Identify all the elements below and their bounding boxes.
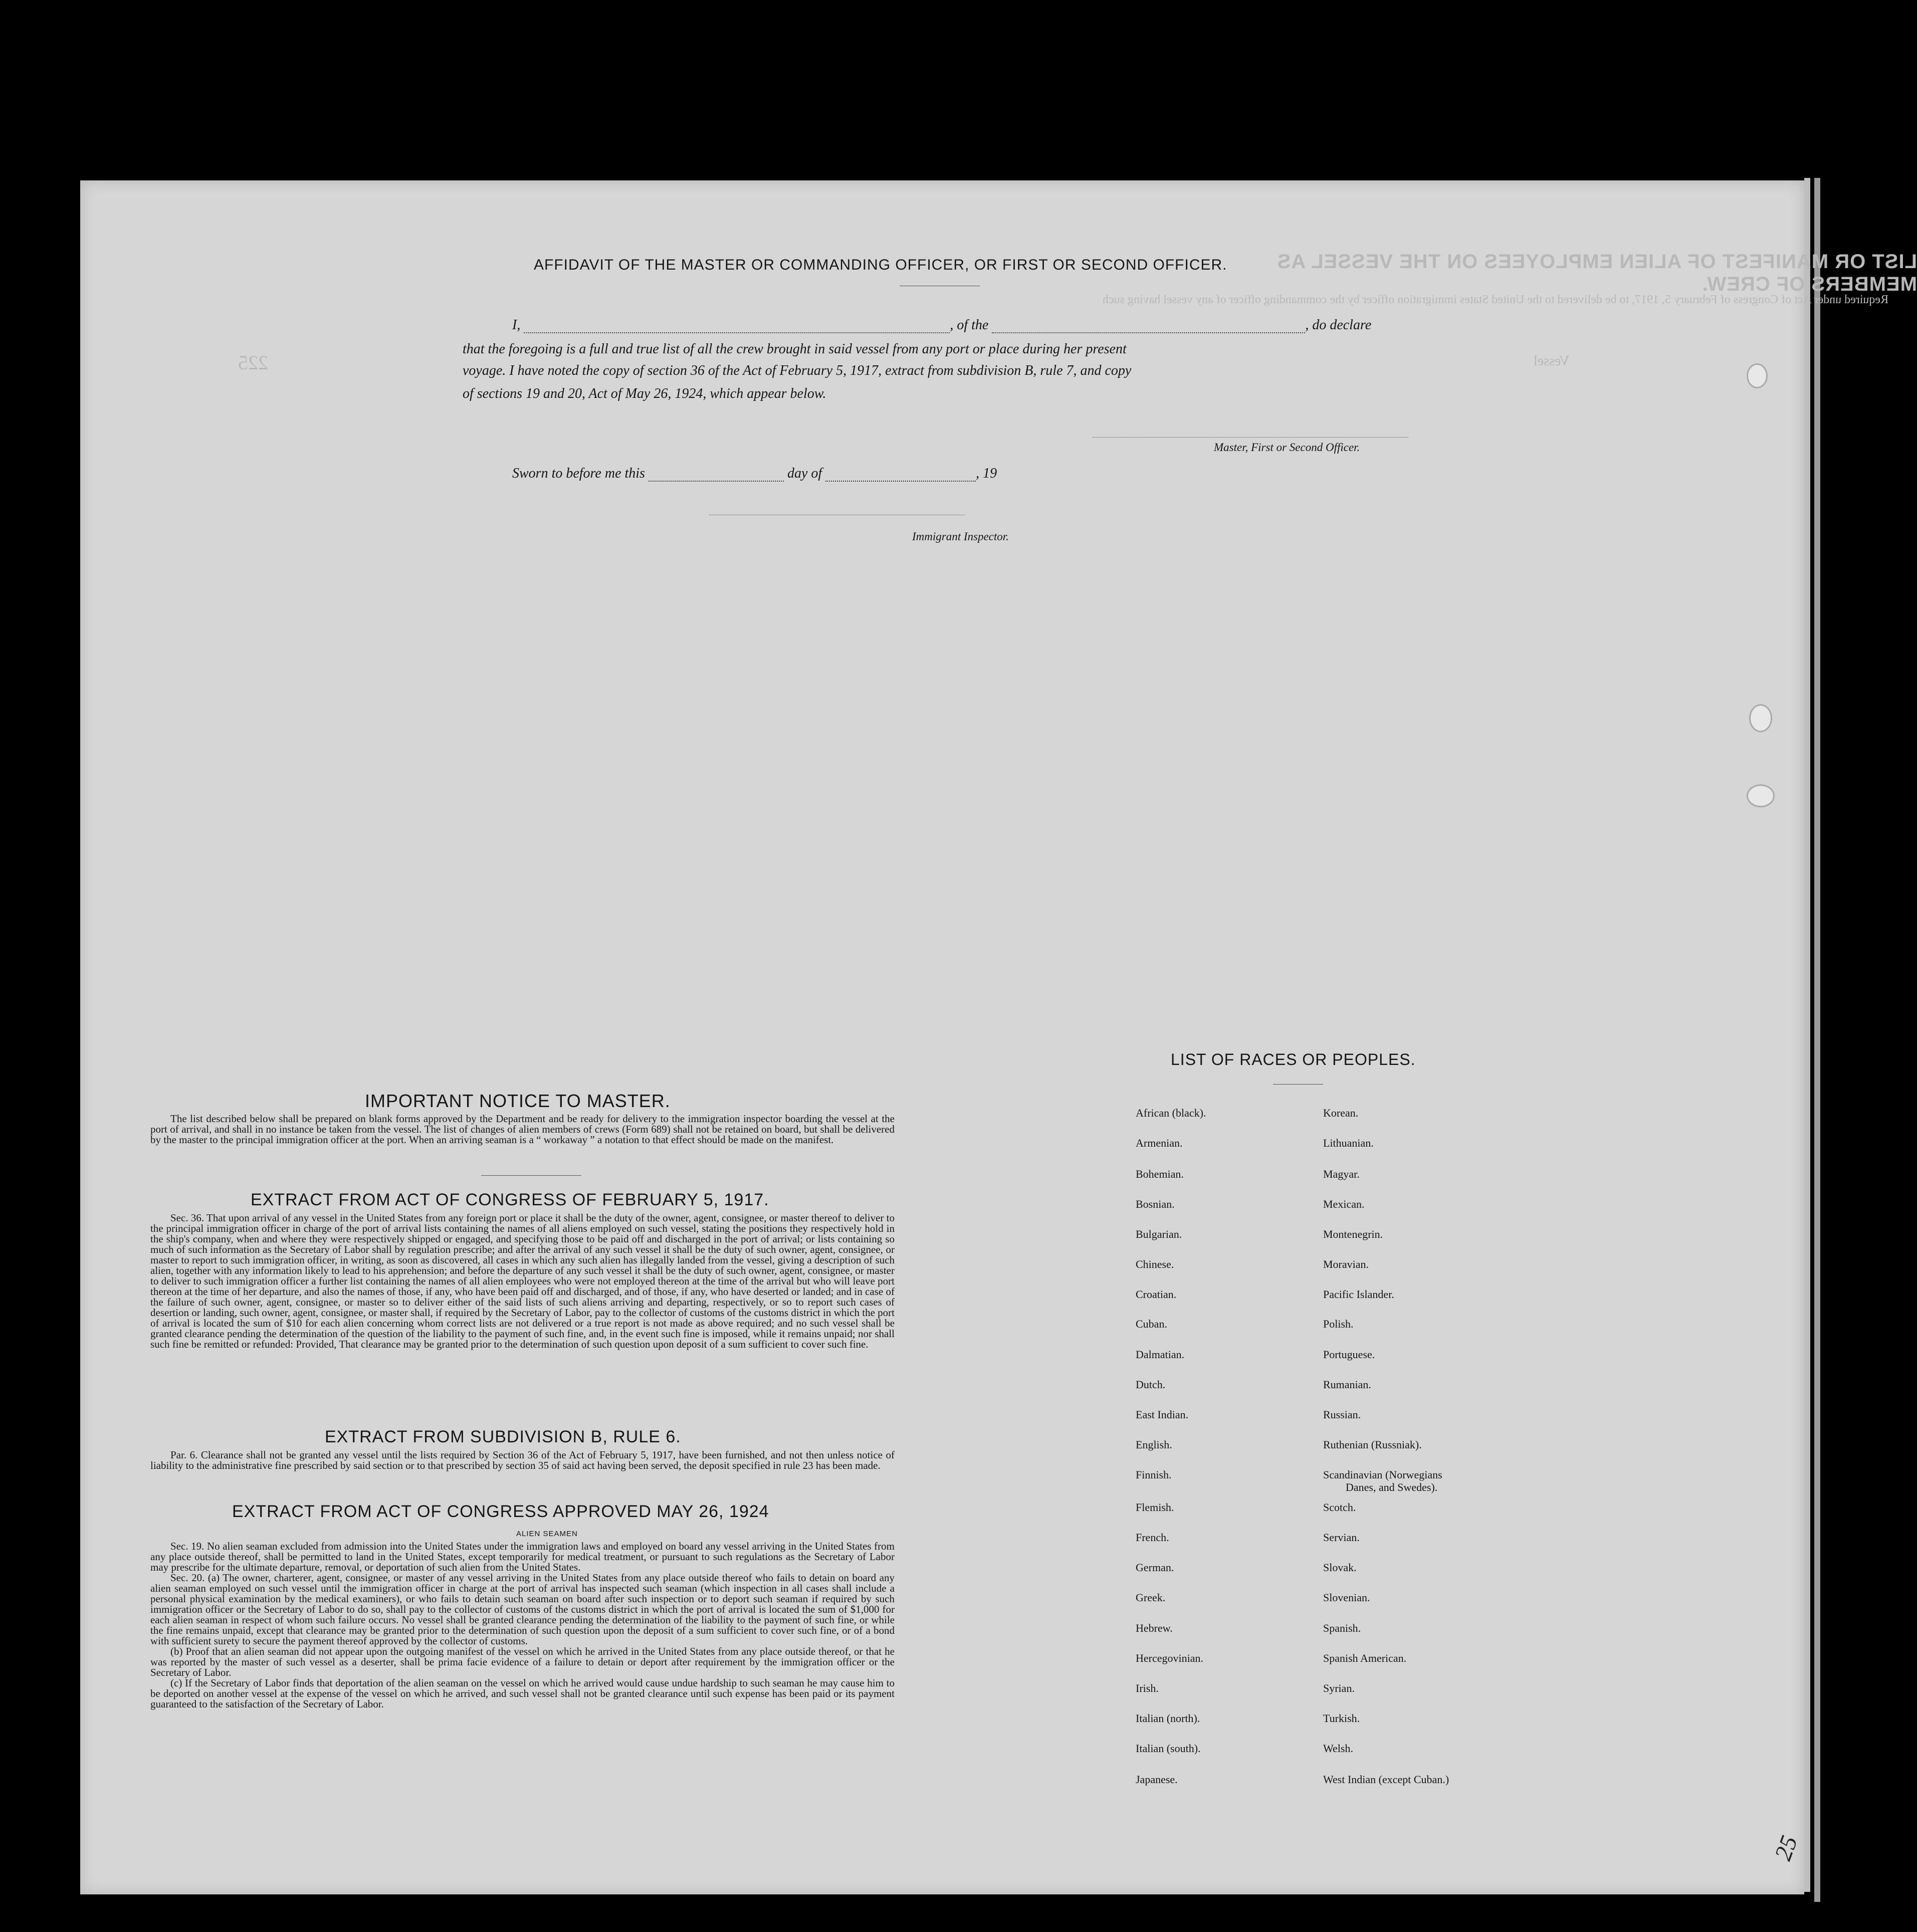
race-item: Dutch. xyxy=(1136,1378,1166,1391)
sworn-line xyxy=(512,466,997,482)
race-item: Irish. xyxy=(1136,1682,1159,1694)
race-item-continuation: Danes, and Swedes). xyxy=(1346,1481,1438,1493)
race-item: Mexican. xyxy=(1323,1198,1365,1210)
races-left-column xyxy=(1136,0,1336,1932)
bleed-through-title: LIST OR MANIFEST OF ALIEN EMPLOYEES ON THE VESSEL AS MEMBERS OF CREW. xyxy=(1276,251,1917,295)
notice-title: IMPORTANT NOTICE TO MASTER. xyxy=(365,1091,671,1111)
race-item: Servian. xyxy=(1323,1531,1360,1544)
race-item: Croatian. xyxy=(1136,1288,1177,1301)
race-item: Hebrew. xyxy=(1136,1622,1173,1634)
notice-text: The list described below shall be prepared on blank forms approved by the Department and be ready for delivery to the immigration inspector boarding the vessel at the port of arrival, and shall in no instance be taken from the vessel. The list of changes of alien members of crews (Form 689) shall not be retained on board, but shall be delivered by the master to the principal immigration officer at the port. When an arriving seaman is a “ workaway ” a notation to that effect should be made on the manifest. xyxy=(150,1113,895,1146)
race-item: Bulgarian. xyxy=(1136,1228,1182,1240)
race-item: Rumanian. xyxy=(1323,1378,1371,1391)
bleed-through-vessel: Vessel xyxy=(1534,353,1570,369)
race-item: Polish. xyxy=(1323,1318,1354,1330)
race-item: Flemish. xyxy=(1136,1501,1174,1514)
race-item: Syrian. xyxy=(1323,1682,1355,1694)
sworn-month-blank xyxy=(825,481,976,482)
race-item: Korean. xyxy=(1323,1107,1359,1119)
extract-1917-text-block xyxy=(150,1213,895,1350)
race-item: Finnish. xyxy=(1136,1468,1172,1481)
race-item: Portuguese. xyxy=(1323,1348,1375,1361)
race-item: Bohemian. xyxy=(1136,1168,1184,1180)
inspector-label: Immigrant Inspector. xyxy=(912,530,1009,543)
race-item: Bosnian. xyxy=(1136,1198,1175,1210)
extract-1924-sec19: Sec. 19. No alien seaman excluded from admission into the United States under the immigration laws and employed on board any vessel arriving in the United States from any place outside thereof, shall be permitted to land in the United States, except temporarily for medical treatment, or pursuant to such regulations as the Secretary of Labor may prescribe for the ultimate departure, removal, or deportation of such alien from the United States. xyxy=(150,1540,895,1573)
races-title: LIST OF RACES OR PEOPLES. xyxy=(1171,1050,1416,1068)
race-item: Greek. xyxy=(1136,1591,1166,1604)
extract-1924-title: EXTRACT FROM ACT OF CONGRESS APPROVED MAY 26, 1924 xyxy=(232,1502,769,1521)
bleed-through-page-mark: 225 xyxy=(238,351,268,374)
binder-hole xyxy=(1749,704,1772,732)
affidavit-line-3: voyage. I have noted the copy of section 36 of the Act of February 5, 1917, extract from subdivision B, rule 7, and copy xyxy=(463,363,1132,378)
extract-rule6-text: Par. 6. Clearance shall not be granted any vessel until the lists required by Section 36 of the Act of February 5, 1917, have been furnished, and not then unless notice of liability to the administrative fine prescribed by said section or to that prescribed by section 35 of said act having been served, the deposit specified in rule 23 has been made. xyxy=(150,1449,895,1471)
race-item: Welsh. xyxy=(1323,1742,1353,1755)
extract-1924-sec20c: (c) If the Secretary of Labor finds that deportation of the alien seaman on the vessel on which he arrived would cause undue hardship to such seaman he may cause him to be deported on another vessel at the expense of the vessel on which he arrived, and such vessel shall not be granted clearance until such expense has been paid or its payment guaranteed to the satisfaction of the Secretary of Labor. xyxy=(150,1677,895,1710)
race-item: Magyar. xyxy=(1323,1168,1360,1180)
extract-rule6-title: EXTRACT FROM SUBDIVISION B, RULE 6. xyxy=(325,1427,681,1446)
extract-1924-sec20b: (b) Proof that an alien seaman did not appear upon the outgoing manifest of the vessel on which he arrived in the United States from any place outside thereof, or that he was reported by the master of such vessel as a deserter, shall be prima facie evidence of a failure to detain or deport after requirement by the immigration officer or the Secretary of Labor. xyxy=(150,1645,895,1678)
race-item: West Indian (except Cuban.) xyxy=(1323,1773,1449,1786)
race-item: African (black). xyxy=(1136,1107,1206,1119)
sworn-date-blank xyxy=(649,481,784,482)
race-item: Moravian. xyxy=(1323,1258,1369,1270)
master-name-blank xyxy=(524,332,950,333)
page-edge xyxy=(1804,178,1810,1892)
race-item: Scotch. xyxy=(1323,1501,1356,1514)
race-item: Italian (north). xyxy=(1136,1712,1200,1725)
affidavit-i-label: I, xyxy=(512,317,521,333)
handwritten-page-number: 25 xyxy=(1769,1832,1803,1864)
divider xyxy=(481,1175,581,1176)
race-item: Chinese. xyxy=(1136,1258,1174,1270)
sworn-prefix: Sworn to before me this xyxy=(512,466,645,481)
race-item: Spanish. xyxy=(1323,1622,1361,1634)
race-item: English. xyxy=(1136,1438,1172,1451)
race-item: Lithuanian. xyxy=(1323,1137,1374,1149)
extract-1924-text-block xyxy=(150,1541,895,1709)
binder-hole xyxy=(1747,363,1768,388)
affidavit-line-2: that the foregoing is a full and true list of all the crew brought in said vessel from any port or place during her present xyxy=(463,341,1127,357)
race-item: Spanish American. xyxy=(1323,1652,1407,1664)
affidavit-of-the-label: , of the xyxy=(950,317,989,333)
race-item: Ruthenian (Russniak). xyxy=(1323,1438,1422,1451)
sworn-day-of: day of xyxy=(787,466,822,481)
notice-text-block xyxy=(150,1114,895,1145)
race-item: Hercegovinian. xyxy=(1136,1652,1203,1664)
page-edge xyxy=(1814,178,1820,1902)
sworn-year: , 19 xyxy=(976,466,997,481)
race-item: Italian (south). xyxy=(1136,1742,1201,1755)
race-item: Montenegrin. xyxy=(1323,1228,1383,1240)
affidavit-title: AFFIDAVIT OF THE MASTER OR COMMANDING OFFICER, OR FIRST OR SECOND OFFICER. xyxy=(534,257,1227,273)
extract-1917-title: EXTRACT FROM ACT OF CONGRESS OF FEBRUARY 5, 1917. xyxy=(251,1190,769,1209)
affidavit-declare-label: , do declare xyxy=(1305,317,1372,333)
races-right-column xyxy=(1323,0,1564,1932)
race-item: Slovak. xyxy=(1323,1561,1357,1574)
race-item: French. xyxy=(1136,1531,1169,1544)
race-item: Slovenian. xyxy=(1323,1591,1370,1604)
race-item: German. xyxy=(1136,1561,1174,1574)
race-item: Pacific Islander. xyxy=(1323,1288,1394,1301)
race-item: Russian. xyxy=(1323,1408,1361,1421)
signature-label: Master, First or Second Officer. xyxy=(1214,441,1360,454)
extract-1924-subtitle: ALIEN SEAMEN xyxy=(516,1530,578,1538)
race-item: Japanese. xyxy=(1136,1773,1178,1786)
extract-1917-text: Sec. 36. That upon arrival of any vessel in the United States from any foreign port or place it shall be the duty of the owner, agent, consignee, or master thereof to deliver to the principal immigration officer in charge of the port of arrival lists containing the names of all aliens employed on such vessel, stating the positions they respectively hold in the ship's company, when and where they were respectively shipped or engaged, and specifying those to be paid off and discharged in the port of arrival; or lists containing so much of such information as the Secretary of Labor shall by regulation prescribe; and after the arrival of any such vessel it shall be the duty of such owner, agent, consignee, or master to report to such immigration officer, in writing, as soon as discovered, all cases in which any such alien has illegally landed from the vessel, giving a description of such alien, together with any information likely to lead to his apprehension; and before the departure of any such vessel it shall be the duty of such owner, agent, consignee, or master to deliver to such immigration officer a further list containing the names of all alien employees who were not employed thereon at the time of the arrival but who will leave port thereon at the time of her departure, and also the names of those, if any, who have been paid off and discharged, and of those, if any, who have deserted or landed; and in case of the failure of such owner, agent, consignee, or master so to deliver either of the said lists of such aliens arriving and departing, respectively, or so to report such cases of desertion or landing, such owner, agent, consignee, or master shall, if required by the Secretary of Labor, pay to the collector of customs of the customs district in which the port of arrival is located the sum of $10 for each alien concerning whom correct lists are not delivered or a true report is not made as above required; and no such vessel shall be granted clearance pending the determination of the question of the liability to the payment of such fine, and, in the event such fine is imposed, while it remains unpaid; nor shall such fine be remitted or refunded: Provided, That clearance may be granted prior to the determination of such question upon deposit of a sum sufficient to cover such fine. xyxy=(150,1212,895,1350)
race-item: Turkish. xyxy=(1323,1712,1360,1725)
binder-hole xyxy=(1747,784,1775,807)
affidavit-line-4: of sections 19 and 20, Act of May 26, 1924, which appear below. xyxy=(463,386,826,401)
race-item: Cuban. xyxy=(1136,1318,1167,1330)
extract-1924-sec20a: Sec. 20. (a) The owner, charterer, agent, consignee, or master of any vessel arriving in the United States from any place outside thereof who fails to detain on board any alien seaman employed on such vessel until the immigration officer in charge at the port of arrival has inspected such seaman (which inspection in all cases shall include a personal physical examination by the medical examiners), or who fails to detain such seaman on board after such inspection or to deport such seaman if required by such immigration officer or the Secretary of Labor to do so, shall pay to the collector of customs of the customs district in which the port of arrival is located the sum of $1,000 for each alien seaman in respect of whom such failure occurs. No vessel shall be granted clearance pending the determination of the liability to the payment of such fine, or while the fine remains unpaid, except that clearance may be granted prior to the determination of such question upon the deposit of a sum sufficient to cover such fine, or of a bond with sufficient surety to secure the payment thereof approved by the collector of customs. xyxy=(150,1572,895,1647)
bleed-through-subtitle: Required under Act of Congress of February 5, 1917, to be delivered to the United States immigration officer by the commanding officer of any vessel having such xyxy=(1103,293,1889,306)
race-item: Armenian. xyxy=(1136,1137,1183,1149)
race-item: Dalmatian. xyxy=(1136,1348,1185,1361)
extract-rule6-text-block xyxy=(150,1450,895,1471)
race-item: East Indian. xyxy=(1136,1408,1189,1421)
race-item: Scandinavian (Norwegians xyxy=(1323,1468,1442,1481)
